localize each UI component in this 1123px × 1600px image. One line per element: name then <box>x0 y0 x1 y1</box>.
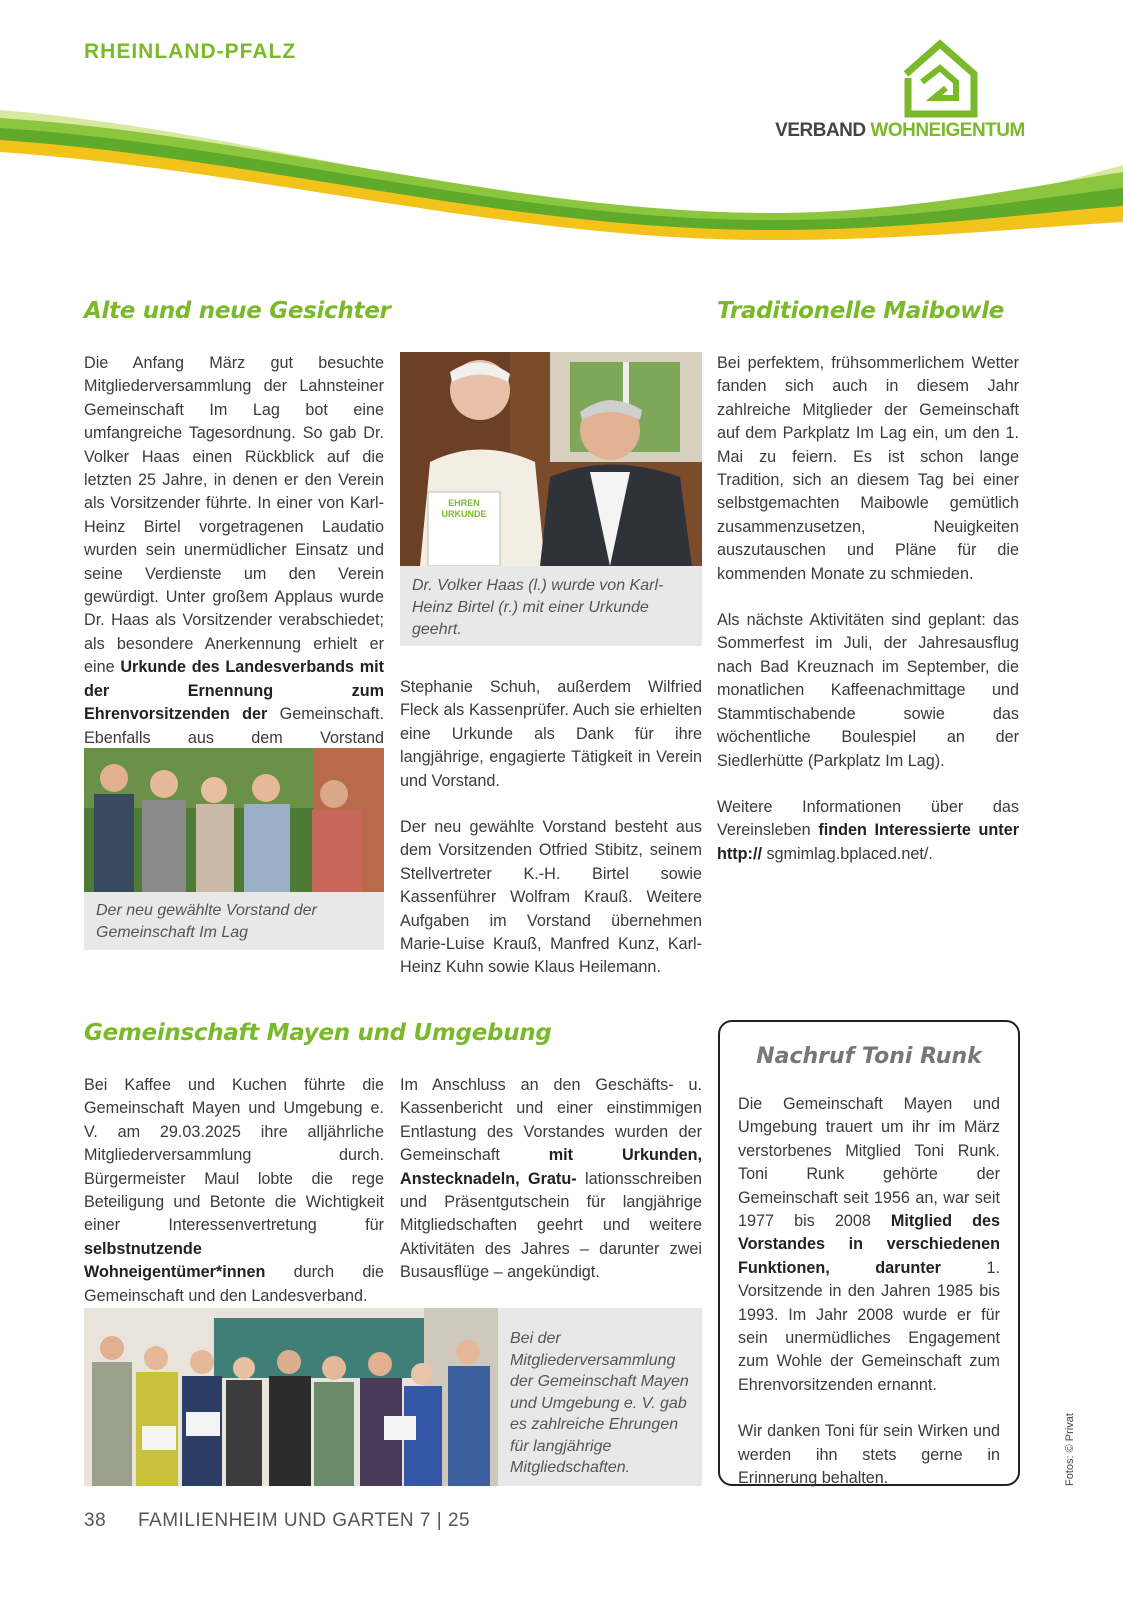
article2-p3-text: Weitere Informationen über das Vereinsleben <box>717 797 1019 840</box>
article1-column2 <box>400 676 702 1003</box>
article3-col2-tail: lationsschreiben und Präsentgutschein für langjährige Mitgliedschaften geehrt und weitere Aktivitäten des Jahres – darunter zwei Busausflüge – angekündigt. <box>400 1169 702 1282</box>
logo-word-wohneigentum: WOHNEIGENTUM <box>870 120 1025 141</box>
photo-vorstand-caption: Der neu gewählte Vorstand der Gemeinschaft Im Lag <box>84 892 384 950</box>
article3-title: Gemeinschaft Mayen und Umgebung <box>84 1020 552 1046</box>
photo-haas-birtel-illustration <box>400 352 702 566</box>
obituary-text-part2: 1. Vorsitzende in den Jahren 1985 bis 1993. Im Jahr 2008 wurde er für sein unermüdliches Engagement zum Wohle der Gemeinschaft zum Ehrenvorsitzenden ernannt. <box>738 1258 1001 1394</box>
article2-p3-bold: finden Interessierte unter http:// <box>717 821 1019 863</box>
obituary-title: Nachruf Toni Runk <box>756 1044 982 1069</box>
photo-vorstand <box>84 748 384 892</box>
house-icon <box>900 38 980 120</box>
article1-col1-bold: Urkunde des Landesverbands mit der Ernennung zum Ehrenvorsitzenden der <box>84 658 384 724</box>
article1-col2-p1: Stephanie Schuh, außerdem Wilfried Fleck als Kassenprüfer. Auch sie erhielten eine Urkunde als Dank für ihre langjährige, engagierte Tätigkeit in Verein und Vorstand. <box>400 678 702 790</box>
certificate-title-line2: URKUNDE <box>441 509 487 519</box>
article2-title: Traditionelle Maibowle <box>717 298 1005 324</box>
photo-haas-birtel <box>400 352 702 566</box>
photo-mayen-group-illustration <box>84 1308 498 1486</box>
article1-column1 <box>84 352 384 797</box>
photo-mayen-caption: Bei der Mitgliederversammlung der Gemeinschaft Mayen und Umgebung e. V. gab es zahlreiche Ehrungen für langjährige Mitgliedschaften. <box>498 1308 702 1486</box>
certificate-title-line1: EHREN <box>448 498 480 508</box>
article3-col1-bold: selbstnutzende Wohneigentümer*innen <box>84 1239 266 1282</box>
certificate-title <box>428 498 500 520</box>
photo-vorstand-illustration <box>84 748 384 892</box>
article1-title: Alte und neue Gesichter <box>84 298 391 324</box>
header-wave <box>0 110 1123 260</box>
article3-col1-text: Bei Kaffee und Kuchen führte die Gemeinschaft Mayen und Umgebung e. V. am 29.03.2025 ihre alljährliche Mitgliederversammlung durch. Bürgermeister Maul lobte die rege Beteiligung und Betonte die Wichtigkeit einer Interessenvertretung für <box>84 1076 384 1235</box>
article3-column2 <box>400 1074 702 1285</box>
obituary-box <box>718 1020 1020 1486</box>
region-label: RHEINLAND-PFALZ <box>84 40 297 63</box>
article2-p1: Bei perfektem, frühsommerlichem Wetter fanden sich auch in diesem Jahr zahlreiche Mitglieder der Gemeinschaft auf dem Parkplatz Im Lag ein, um den 1. Mai zu feiern. Es ist schon lange Tradition, sich an diesem Tag bei einer selbstgemachten Maibowle gemütlich zusammenzusetzen, Neuigkeiten auszutauschen und Pläne für die kommenden Monate zu schmieden. <box>717 354 1019 583</box>
article1-col1-text: Die Anfang März gut besuchte Mitgliederversammlung der Lahnsteiner Gemeinschaft Im Lag bot eine umfangreiche Tagesordnung. So gab Dr. Volker Haas einen Rückblick auf die letzten 25 Jahre, in denen er den Verein als Vorsitzender führte. In einer von Karl-Heinz Birtel vorgetragenen Laudatio wurden sein unermüdlicher Einsatz und seine Verdienste um den Verein gewürdigt. Unter großem Applaus wurde Dr. Haas als Vorsitzender verabschiedet; als besondere Anerkennung erhielt er eine <box>84 354 384 677</box>
photo-mayen-group <box>84 1308 498 1486</box>
magazine-title: FAMILIENHEIM UND GARTEN 7 | 25 <box>138 1510 471 1531</box>
article3-col2-text: Im Anschluss an den Geschäfts- u. Kassenbericht und einer einstimmigen Entlastung des Vorstandes wurden der Gemeinschaft <box>400 1076 702 1165</box>
obituary-text-part1: Die Gemeinschaft Mayen und Umgebung trauert um ihr im März verstorbenes Mitglied Toni Runk. Toni Runk gehörte der Gemeinschaft seit 1956 an, war seit 1977 bis 2008 <box>738 1095 1000 1231</box>
article1-col2-p2: Der neu gewählte Vorstand besteht aus dem Vorsitzenden Otfried Stibitz, seinem Stellvertreter K.-H. Birtel sowie Kassenführer Wolfram Krauß. Weitere Aufgaben im Vorstand übernehmen Marie-Luise Krauß, Manfred Kunz, Karl-Heinz Kuhn sowie Klaus Heilemann. <box>400 818 702 977</box>
article2-p2: Als nächste Aktivitäten sind geplant: das Sommerfest im Juli, der Jahresausflug nach Bad Kreuznach im September, die monatlichen Kaffeenachmittage und Stammtischabende sowie das wöchentliche Boulespiel an der Siedlerhütte (Parkplatz Im Lag). <box>717 611 1019 770</box>
logo-word-verband: VERBAND <box>775 120 866 141</box>
article3-col2-bold: mit Urkunden, Anstecknadeln, Gratu- <box>400 1146 703 1188</box>
article2-p3-link[interactable]: sgmimlag.bplaced.net/. <box>766 844 933 863</box>
photo-credit: Fotos: © Privat <box>1064 1413 1076 1486</box>
obituary-text <box>738 1093 1000 1491</box>
article1-col1-tail: Gemeinschaft. Ebenfalls aus dem Vorstand <box>84 705 384 747</box>
article3-column1 <box>84 1074 384 1308</box>
article2-column <box>717 352 1019 889</box>
page-number: 38 <box>84 1510 107 1531</box>
article3-col1-tail: durch die Gemeinschaft und den Landesverband. <box>84 1263 384 1305</box>
obituary-text-bold: Mitglied des Vorstandes in verschiedenen Funktionen, darunter <box>738 1212 1000 1277</box>
photo-haas-birtel-caption: Dr. Volker Haas (l.) wurde von Karl-Heinz Birtel (r.) mit einer Urkunde geehrt. <box>400 566 702 646</box>
obituary-text-thanks: Wir danken Toni für sein Wirken und werden ihn stets gerne in Erinnerung behalten. <box>738 1422 1000 1488</box>
